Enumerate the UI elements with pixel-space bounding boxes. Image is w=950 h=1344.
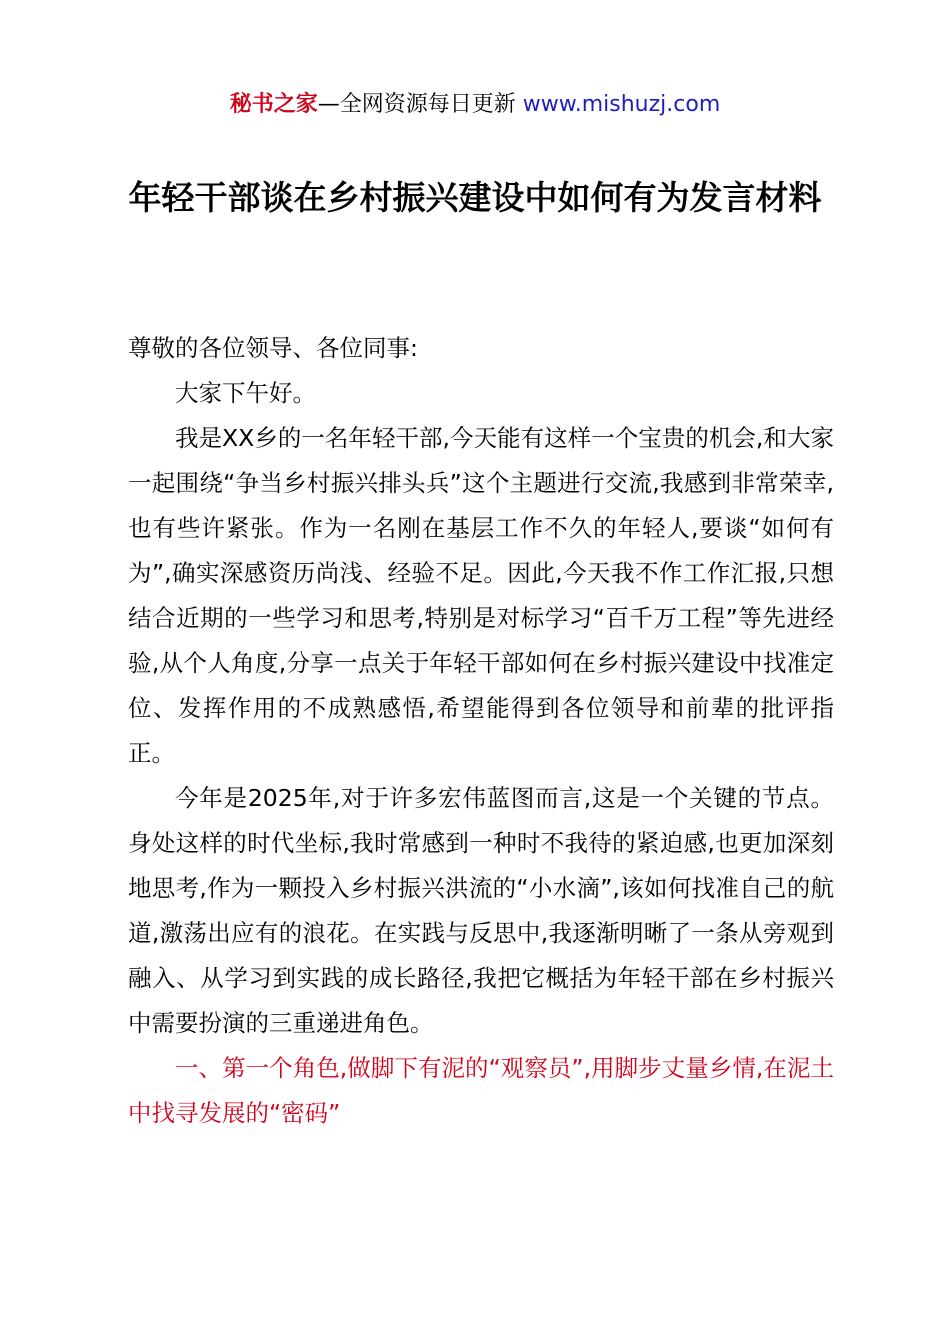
section-heading-1: 一、第一个角色,做脚下有泥的“观察员”,用脚步丈量乡情,在泥土中找寻发展的“密码”: [128, 1054, 834, 1127]
site-tagline: —全网资源每日更新: [317, 92, 523, 117]
paragraph-context: 今年是2025年,对于许多宏伟蓝图而言,这是一个关键的节点。身处这样的时代坐标,我时常感到一种时不我待的紧迫感,也更加深刻地思考,作为一颗投入乡村振兴洪流的“小水滴”,该如何找准自己的航道,激荡出应有的浪花。在实践与反思中,我逐渐明晰了一条从旁观到融入、从学习到实践的成长路径,我把它概括为年轻干部在乡村振兴中需要扮演的三重递进角色。: [128, 784, 834, 1037]
site-url-link[interactable]: www.mishuzj.com: [522, 92, 721, 117]
document-body: [128, 326, 834, 1136]
paragraph-greeting: 大家下午好。: [175, 379, 316, 407]
site-brand: 秘书之家: [229, 92, 318, 117]
salutation: 尊敬的各位领导、各位同事:: [128, 334, 418, 362]
site-header: [0, 88, 950, 122]
paragraph-introduction: 我是XX乡的一名年轻干部,今天能有这样一个宝贵的机会,和大家一起围绕“争当乡村振兴排头兵”这个主题进行交流,我感到非常荣幸,也有些许紧张。作为一名刚在基层工作不久的年轻人,要谈“如何有为”,确实深感资历尚浅、经验不足。因此,今天我不作工作汇报,只想结合近期的一些学习和思考,特别是对标学习“百千万工程”等先进经验,从个人角度,分享一点关于年轻干部如何在乡村振兴建设中找准定位、发挥作用的不成熟感悟,希望能得到各位领导和前辈的批评指正。: [128, 424, 834, 767]
document-title: 年轻干部谈在乡村振兴建设中如何有为发言材料: [128, 178, 822, 217]
